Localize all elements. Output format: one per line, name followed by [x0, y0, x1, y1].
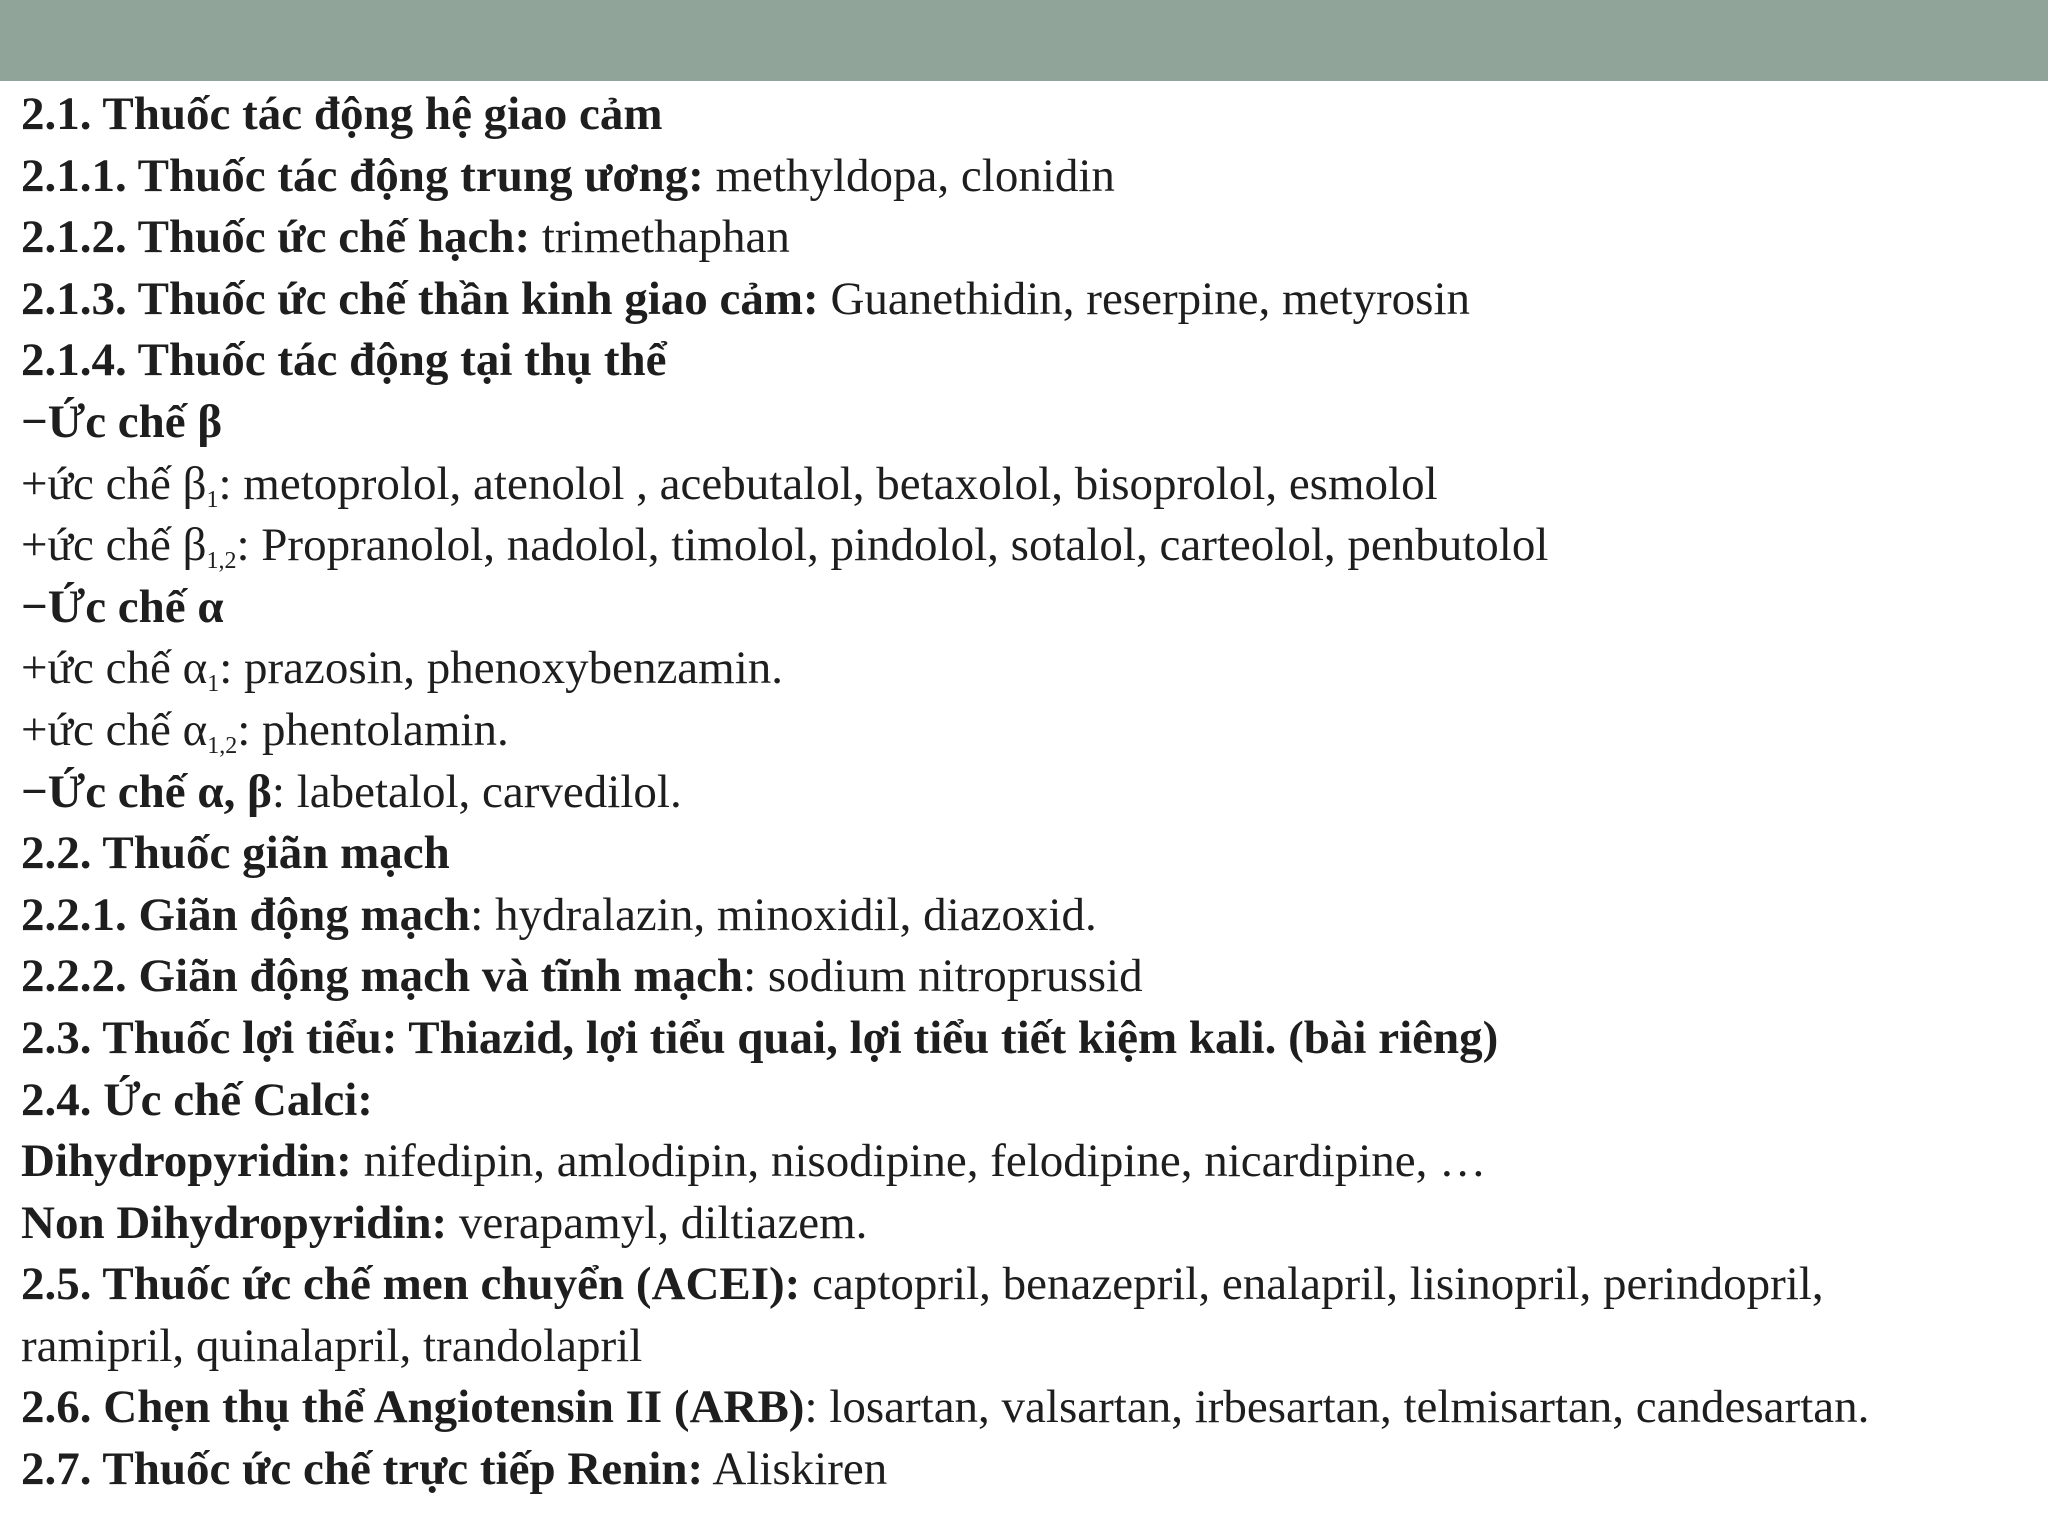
- alpha-blockers-heading: −Ức chế α: [21, 580, 224, 633]
- item-2-1-3: 2.1.3. Thuốc ức chế thần kinh giao cảm: Guanethidin, reserpine, metyrosin: [21, 272, 1471, 325]
- heading-2-2: 2.2. Thuốc giãn mạch: [21, 827, 450, 880]
- heading-2-3: 2.3. Thuốc lợi tiểu: Thiazid, lợi tiểu quai, lợi tiểu tiết kiệm kali. (bài riêng): [21, 1011, 1499, 1064]
- item-2-2-1: 2.2.1. Giãn động mạch: hydralazin, minoxidil, diazoxid.: [21, 888, 1097, 941]
- heading-2-5-continued: ramipril, quinalapril, trandolapril: [21, 1319, 643, 1372]
- header-band: [0, 0, 2048, 81]
- alpha12-blockers: +ức chế $\alpha_{1,2}$: phentolamin.: [21, 703, 509, 759]
- alpha1-blockers: +ức chế $\alpha_1$: prazosin, phenoxybenzamin.: [21, 642, 784, 698]
- item-2-1-2: 2.1.2. Thuốc ức chế hạch: trimethaphan: [21, 211, 790, 264]
- heading-2-7: 2.7. Thuốc ức chế trực tiếp Renin: Aliskiren: [21, 1443, 888, 1496]
- alpha-beta-blockers: −Ức chế α, β: labetalol, carvedilol.: [21, 765, 682, 818]
- heading-2-5: 2.5. Thuốc ức chế men chuyển (ACEI): captopril, benazepril, enalapril, lisinopril, perindopril,: [21, 1258, 1824, 1311]
- heading-2-1: 2.1. Thuốc tác động hệ giao cảm: [21, 88, 663, 140]
- beta12-blockers: +ức chế $\beta_{1,2}$: Propranolol, nadolol, timolol, pindolol, sotalol, carteolol, penbutolol: [21, 519, 1549, 575]
- beta1-blockers: +ức chế $\beta_1$: metoprolol, atenolol , acebutalol, betaxolol, bisoprolol, esmolol: [21, 457, 1438, 513]
- non-dihydropyridin: Non Dihydropyridin: verapamyl, diltiazem.: [21, 1196, 868, 1249]
- heading-2-4: 2.4. Ức chế Calci:: [21, 1073, 373, 1126]
- item-2-1-1: 2.1.1. Thuốc tác động trung ương: methyldopa, clonidin: [21, 149, 1115, 202]
- slide-content: [21, 84, 2041, 1501]
- item-2-1-4: 2.1.4. Thuốc tác động tại thụ thể: [21, 334, 667, 387]
- dihydropyridin: Dihydropyridin: nifedipin, amlodipin, nisodipine, felodipine, nicardipine, …: [21, 1135, 1487, 1188]
- heading-2-6: 2.6. Chẹn thụ thể Angiotensin II (ARB): losartan, valsartan, irbesartan, telmisartan, candesartan.: [21, 1381, 1870, 1434]
- beta-blockers-heading: −Ức chế β: [21, 395, 223, 448]
- item-2-2-2: 2.2.2. Giãn động mạch và tĩnh mạch: sodium nitroprussid: [21, 950, 1143, 1003]
